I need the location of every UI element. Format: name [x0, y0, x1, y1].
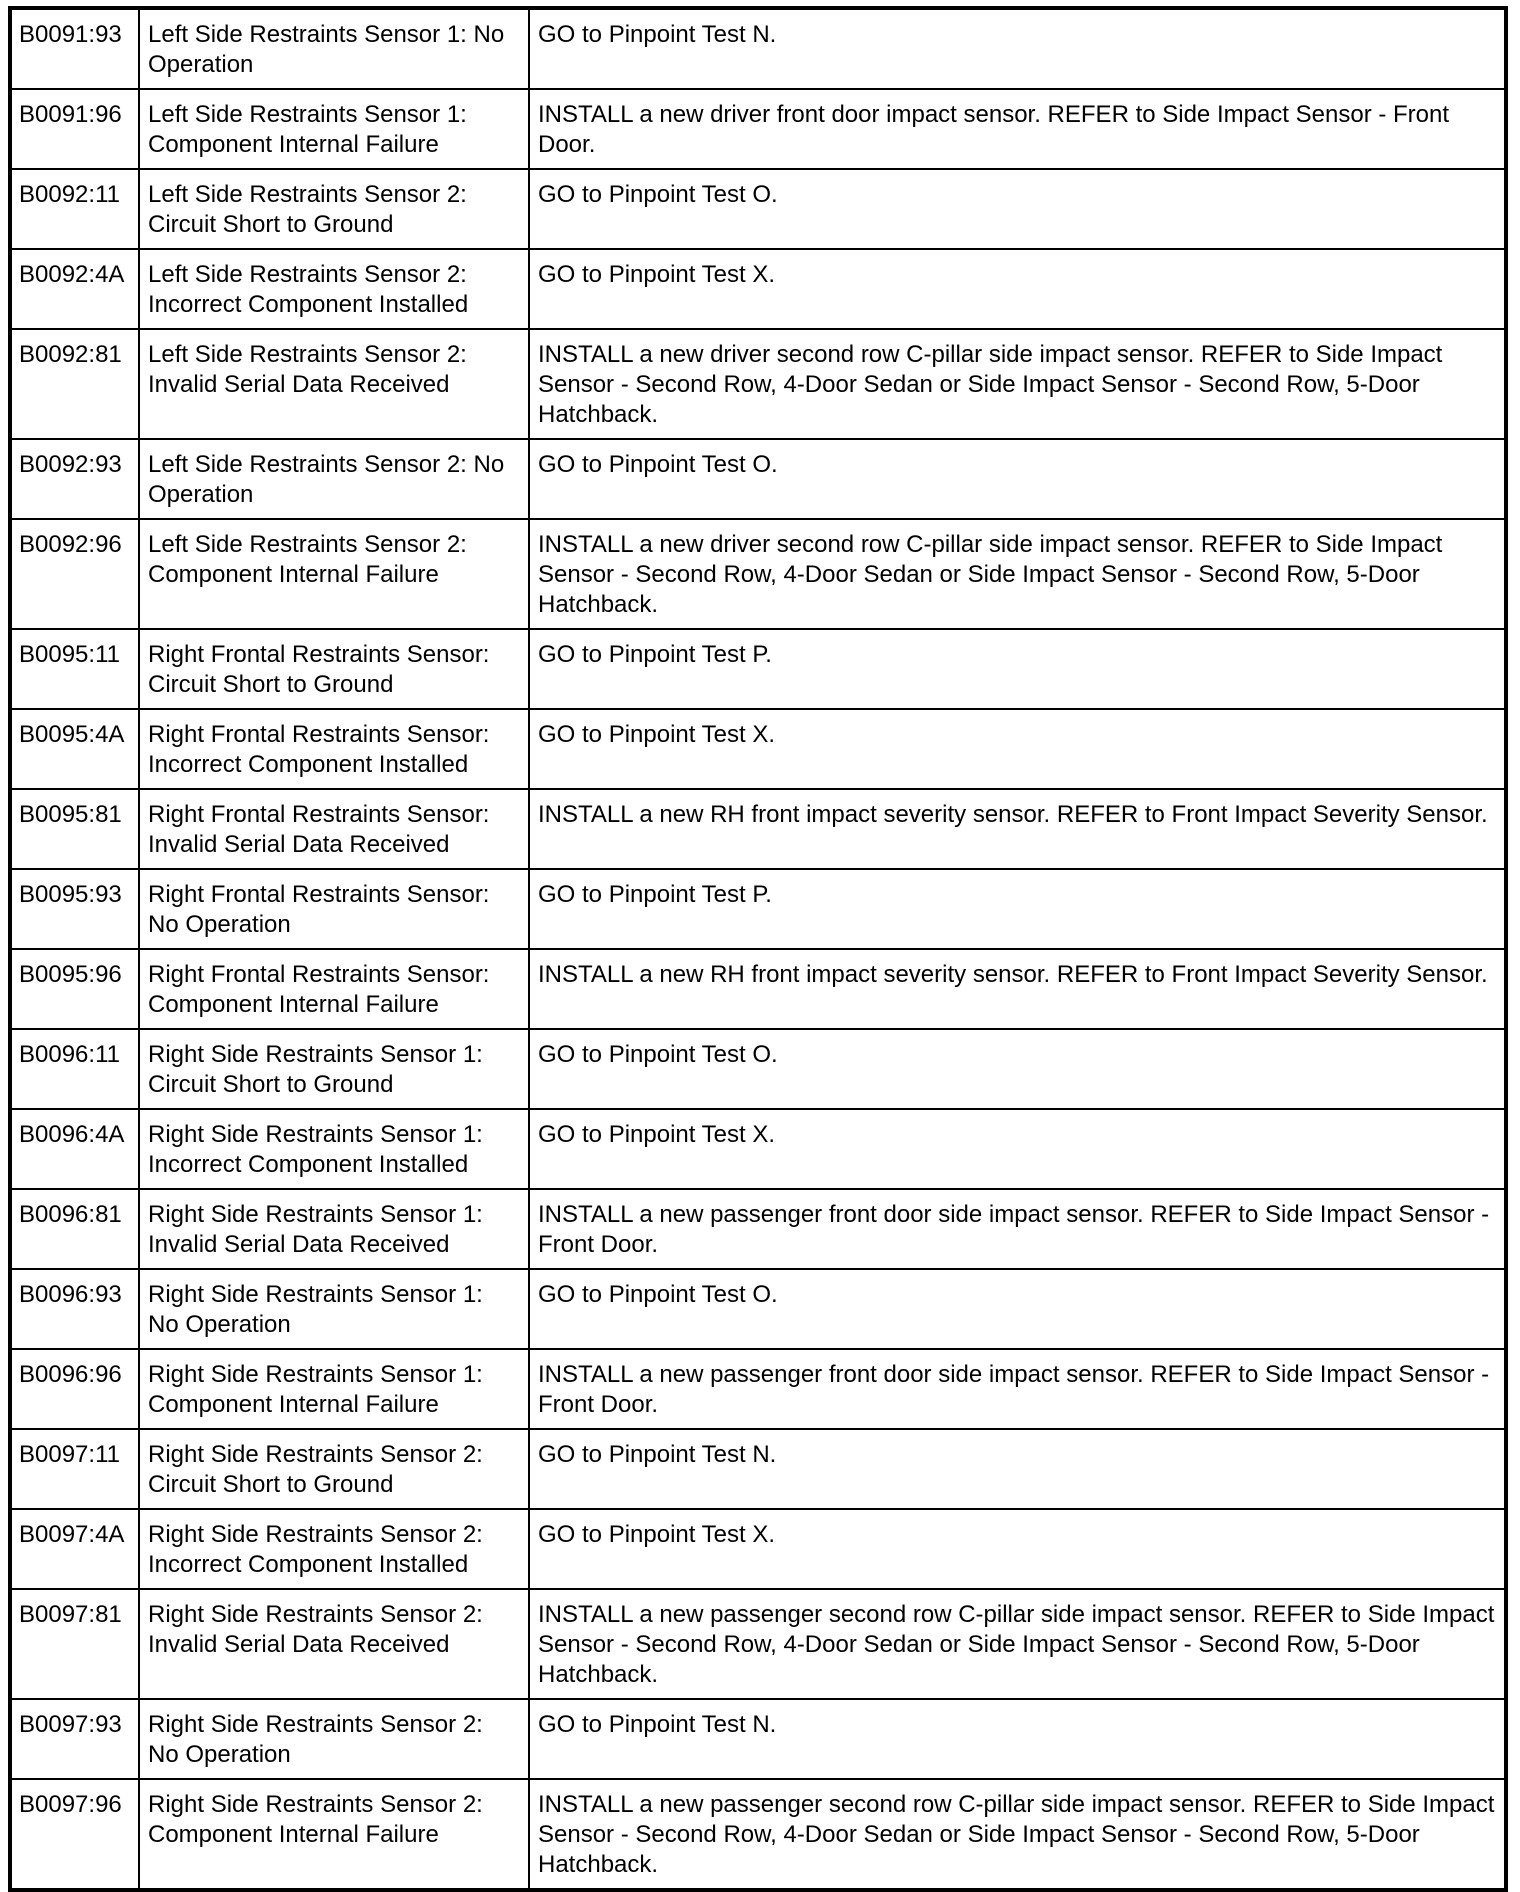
- dtc-code: B0095:81: [10, 789, 139, 869]
- dtc-description: Left Side Restraints Sensor 2: Component Internal Failure: [139, 519, 529, 629]
- dtc-action: GO to Pinpoint Test N.: [529, 1699, 1506, 1779]
- dtc-description: Right Side Restraints Sensor 2: Invalid Serial Data Received: [139, 1589, 529, 1699]
- dtc-description: Left Side Restraints Sensor 2: Invalid Serial Data Received: [139, 329, 529, 439]
- table-row: [10, 1189, 1506, 1269]
- dtc-action: INSTALL a new RH front impact severity sensor. REFER to Front Impact Severity Sensor.: [529, 789, 1506, 869]
- dtc-code: B0092:11: [10, 169, 139, 249]
- dtc-description: Right Side Restraints Sensor 2: Incorrect Component Installed: [139, 1509, 529, 1589]
- dtc-action: INSTALL a new passenger front door side impact sensor. REFER to Side Impact Sensor - Front Door.: [529, 1189, 1506, 1269]
- dtc-action: GO to Pinpoint Test P.: [529, 869, 1506, 949]
- dtc-description: Left Side Restraints Sensor 1: Component Internal Failure: [139, 89, 529, 169]
- dtc-description: Right Frontal Restraints Sensor: Component Internal Failure: [139, 949, 529, 1029]
- dtc-action: INSTALL a new passenger second row C-pillar side impact sensor. REFER to Side Impact Sensor - Second Row, 4-Door Sedan or Side Impact Sensor - Second Row, 5-Door Hatchback.: [529, 1779, 1506, 1890]
- dtc-description: Right Frontal Restraints Sensor: No Operation: [139, 869, 529, 949]
- dtc-description: Left Side Restraints Sensor 2: Circuit Short to Ground: [139, 169, 529, 249]
- dtc-action: GO to Pinpoint Test X.: [529, 249, 1506, 329]
- table-row: [10, 1029, 1506, 1109]
- table-row: [10, 949, 1506, 1029]
- table-row: [10, 1779, 1506, 1890]
- table-row: [10, 629, 1506, 709]
- dtc-action: INSTALL a new driver front door impact sensor. REFER to Side Impact Sensor - Front Door.: [529, 89, 1506, 169]
- dtc-code: B0096:81: [10, 1189, 139, 1269]
- dtc-code: B0095:11: [10, 629, 139, 709]
- dtc-code: B0092:4A: [10, 249, 139, 329]
- dtc-code: B0092:81: [10, 329, 139, 439]
- dtc-code: B0096:11: [10, 1029, 139, 1109]
- dtc-description: Right Frontal Restraints Sensor: Invalid Serial Data Received: [139, 789, 529, 869]
- dtc-action: GO to Pinpoint Test X.: [529, 1109, 1506, 1189]
- dtc-code: B0091:96: [10, 89, 139, 169]
- table-row: [10, 709, 1506, 789]
- dtc-description: Right Side Restraints Sensor 2: Component Internal Failure: [139, 1779, 529, 1890]
- table-row: [10, 789, 1506, 869]
- table-row: [10, 519, 1506, 629]
- dtc-code: B0097:4A: [10, 1509, 139, 1589]
- dtc-code: B0097:93: [10, 1699, 139, 1779]
- dtc-description: Right Side Restraints Sensor 1: Incorrect Component Installed: [139, 1109, 529, 1189]
- dtc-action: GO to Pinpoint Test O.: [529, 439, 1506, 519]
- dtc-action: GO to Pinpoint Test X.: [529, 1509, 1506, 1589]
- dtc-code: B0095:93: [10, 869, 139, 949]
- table-row: [10, 1429, 1506, 1509]
- dtc-action: GO to Pinpoint Test N.: [529, 1429, 1506, 1509]
- table-row: [10, 1509, 1506, 1589]
- table-row: [10, 89, 1506, 169]
- dtc-description: Right Side Restraints Sensor 1: Circuit Short to Ground: [139, 1029, 529, 1109]
- dtc-code: B0096:96: [10, 1349, 139, 1429]
- table-row: [10, 169, 1506, 249]
- dtc-code: B0097:96: [10, 1779, 139, 1890]
- dtc-description: Left Side Restraints Sensor 2: Incorrect Component Installed: [139, 249, 529, 329]
- dtc-code: B0095:96: [10, 949, 139, 1029]
- dtc-code: B0092:96: [10, 519, 139, 629]
- dtc-code: B0096:93: [10, 1269, 139, 1349]
- dtc-description: Right Side Restraints Sensor 2: Circuit Short to Ground: [139, 1429, 529, 1509]
- table-row: [10, 1349, 1506, 1429]
- dtc-description: Right Frontal Restraints Sensor: Incorrect Component Installed: [139, 709, 529, 789]
- dtc-action: INSTALL a new passenger second row C-pillar side impact sensor. REFER to Side Impact Sensor - Second Row, 4-Door Sedan or Side Impact Sensor - Second Row, 5-Door Hatchback.: [529, 1589, 1506, 1699]
- table-row: [10, 439, 1506, 519]
- dtc-description: Left Side Restraints Sensor 1: No Operation: [139, 8, 529, 89]
- table-row: [10, 1269, 1506, 1349]
- dtc-code: B0091:93: [10, 8, 139, 89]
- dtc-code: B0095:4A: [10, 709, 139, 789]
- dtc-code: B0097:11: [10, 1429, 139, 1509]
- dtc-code: B0097:81: [10, 1589, 139, 1699]
- dtc-description: Right Frontal Restraints Sensor: Circuit Short to Ground: [139, 629, 529, 709]
- table-row: [10, 1109, 1506, 1189]
- table-row: [10, 8, 1506, 89]
- table-row: [10, 1699, 1506, 1779]
- table-row: [10, 1589, 1506, 1699]
- dtc-table: [8, 6, 1508, 1892]
- dtc-action: INSTALL a new driver second row C-pillar side impact sensor. REFER to Side Impact Sensor - Second Row, 4-Door Sedan or Side Impact Sensor - Second Row, 5-Door Hatchback.: [529, 519, 1506, 629]
- table-row: [10, 329, 1506, 439]
- dtc-description: Right Side Restraints Sensor 2: No Operation: [139, 1699, 529, 1779]
- dtc-description: Right Side Restraints Sensor 1: Invalid Serial Data Received: [139, 1189, 529, 1269]
- dtc-action: GO to Pinpoint Test O.: [529, 1029, 1506, 1109]
- dtc-action: INSTALL a new RH front impact severity sensor. REFER to Front Impact Severity Sensor.: [529, 949, 1506, 1029]
- dtc-code: B0096:4A: [10, 1109, 139, 1189]
- dtc-action: INSTALL a new passenger front door side impact sensor. REFER to Side Impact Sensor - Front Door.: [529, 1349, 1506, 1429]
- dtc-description: Left Side Restraints Sensor 2: No Operation: [139, 439, 529, 519]
- dtc-action: GO to Pinpoint Test O.: [529, 169, 1506, 249]
- table-row: [10, 249, 1506, 329]
- dtc-action: GO to Pinpoint Test O.: [529, 1269, 1506, 1349]
- dtc-code: B0092:93: [10, 439, 139, 519]
- table-row: [10, 869, 1506, 949]
- dtc-action: GO to Pinpoint Test N.: [529, 8, 1506, 89]
- dtc-description: Right Side Restraints Sensor 1: No Operation: [139, 1269, 529, 1349]
- dtc-action: GO to Pinpoint Test P.: [529, 629, 1506, 709]
- dtc-description: Right Side Restraints Sensor 1: Component Internal Failure: [139, 1349, 529, 1429]
- dtc-action: INSTALL a new driver second row C-pillar side impact sensor. REFER to Side Impact Sensor - Second Row, 4-Door Sedan or Side Impact Sensor - Second Row, 5-Door Hatchback.: [529, 329, 1506, 439]
- dtc-action: GO to Pinpoint Test X.: [529, 709, 1506, 789]
